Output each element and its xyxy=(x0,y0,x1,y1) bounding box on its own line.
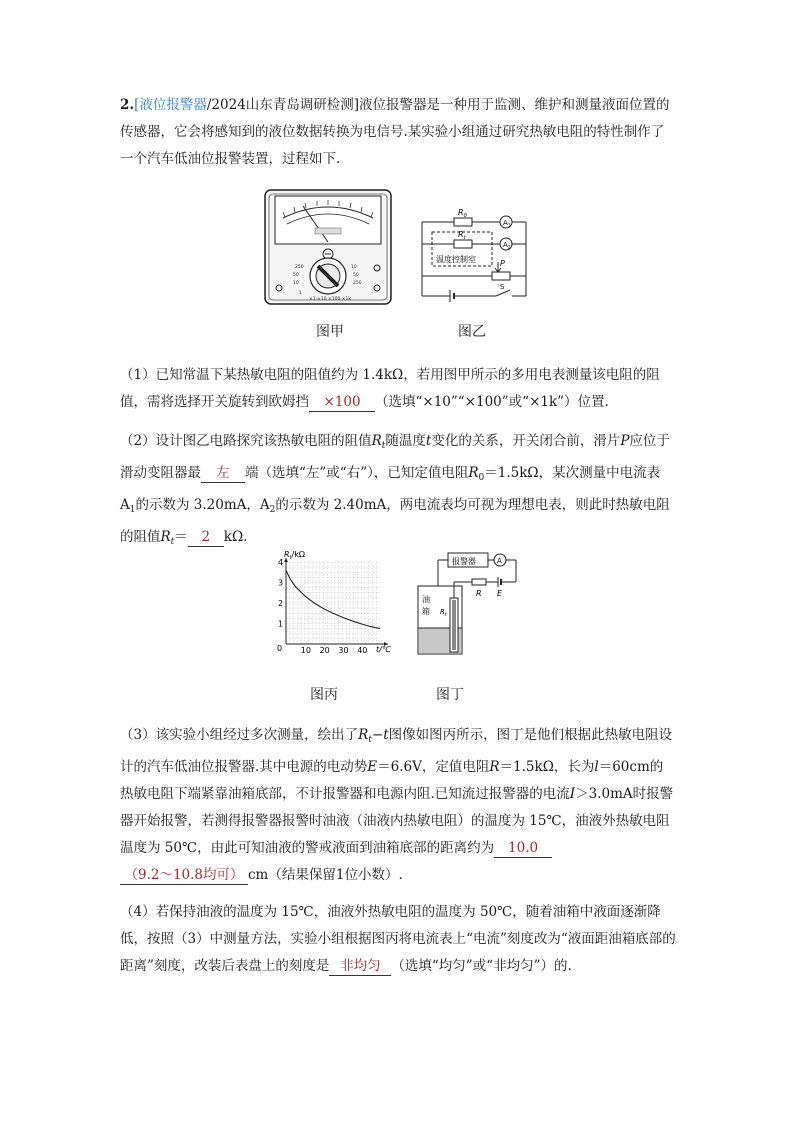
tag-bracket: [ xyxy=(134,97,140,113)
q3-answer-range: （9.2～10.8均可） xyxy=(120,866,248,885)
chart-xlabel: t/℃ xyxy=(376,645,391,654)
chart-y-tick-label: 2 xyxy=(278,599,284,608)
q2-var-rt-sub: t xyxy=(381,441,386,451)
question-intro-text: 液位报警器是一种用于监测、维护和测量液面位置的传感器，它会将感知到的液位数据转换为电信号.某实验小组通过研究热敏电阻的特性制作了一个汽车低油位报警装置，过程如下. xyxy=(120,97,670,167)
label-a1: $A_1$ xyxy=(503,219,511,229)
figure-jia-multimeter xyxy=(263,188,393,306)
q3-text-1: （3）该实验小组经过多次测量，绘出了 xyxy=(120,727,359,743)
q3-var-l: l xyxy=(594,759,599,775)
sub-question-3 xyxy=(120,722,676,889)
figure-bing-chart xyxy=(268,548,398,660)
q4-text-2: （选填“均匀”或“非均匀”）的. xyxy=(391,958,572,974)
label-rt-ding: $R_t$ xyxy=(440,608,447,618)
q3-var-r: R xyxy=(489,759,500,775)
q2-var-r0: R xyxy=(468,465,479,481)
q2-var-rt2: R xyxy=(160,529,171,545)
chart-y-tick-label: 3 xyxy=(278,578,284,588)
sub-question-2 xyxy=(120,428,676,556)
topic-tag-link[interactable]: 液位报警器 xyxy=(139,97,207,113)
chart-y-tick-label: 4 xyxy=(278,558,284,567)
chart-ylabel: $R_t/k\Omega$ xyxy=(284,550,305,561)
figure-ding-tank-alarm xyxy=(414,550,524,660)
label-s: S xyxy=(500,283,505,291)
q2-text-8: 的示数为 2.40mA，两电流表均可视为理想电表，则此时热敏电阻的阻值 xyxy=(120,497,670,545)
q2-text-1: （2）设计图乙电路探究该热敏电阻的阻值 xyxy=(120,433,372,449)
q2-var-t: t xyxy=(425,433,432,449)
caption-jia: 图甲 xyxy=(316,324,344,340)
q2-answer-1: 左 xyxy=(201,464,245,483)
label-tank-2: 箱 xyxy=(422,607,430,616)
q2-text-9: ＝ xyxy=(174,529,188,545)
label-p: P xyxy=(500,259,505,268)
q2-a2-sub: 2 xyxy=(269,505,276,515)
label-ammeter: A xyxy=(497,557,502,565)
svg-text:1: 1 xyxy=(299,291,302,296)
q2-text-7: 的示数为 3.20mA，A xyxy=(135,497,270,513)
figure-yi-circuit xyxy=(410,200,540,302)
label-rt: $R_t$ xyxy=(458,230,466,241)
chart-x-tick-label: 30 xyxy=(338,646,349,655)
q2-text-3: 变化的关系，开关闭合前，滑片 xyxy=(431,433,621,449)
q3-text-8: cm（结果保留1位小数）. xyxy=(248,867,403,883)
q3-text-2: − xyxy=(371,727,384,743)
q3-var-i: I xyxy=(569,786,576,802)
chart-x-tick-label: 40 xyxy=(357,646,368,655)
chart-series-line xyxy=(286,570,380,628)
chart-grid xyxy=(286,562,380,644)
q1-text-2: （选填“×10”“×100”或“×1k”）位置. xyxy=(375,394,609,410)
q2-answer-2: 2 xyxy=(188,528,224,547)
chart-ticks xyxy=(278,558,367,655)
q3-text-7: ＞3.0mA时报警器开始报警，若测得报警器报警时油液（油液内热敏电阻）的温度为 15℃，油液外热敏电阻温度为 50℃，由此可知油液的警戒液面到油箱底部的距离约为 xyxy=(120,786,674,856)
chart-y-tick-label: 1 xyxy=(278,619,284,629)
q3-text-4: ＝6.6V，定值电阻 xyxy=(377,759,490,775)
label-alarm: 报警器 xyxy=(452,557,476,566)
q2-var-r0-sub: 0 xyxy=(478,473,485,483)
q4-text-1: （4）若保持油液的温度为 15℃，油液外热敏电阻的温度为 50℃，随着油箱中液面逐渐降低，按照（3）中测量方法，实验小组根据图丙将电流表上“电流”刻度改为“液面距油箱底部的距离”刻度，改装后表盘上的刻度是 xyxy=(120,904,676,974)
q2-var-rt2-sub: t xyxy=(170,537,175,547)
q3-var-t: t xyxy=(383,727,389,743)
label-tank-1: 油 xyxy=(422,595,430,604)
q4-answer: 非均匀 xyxy=(329,957,391,976)
caption-yi: 图乙 xyxy=(458,324,486,340)
q2-a1-sub: 1 xyxy=(129,505,136,515)
q3-var-rt: R xyxy=(358,727,369,743)
q2-var-p: P xyxy=(620,433,630,449)
sub-question-4 xyxy=(120,899,676,980)
q2-text-5: 端（选填“左”或“右”），已知定值电阻 xyxy=(245,465,469,481)
sub-question-1 xyxy=(120,362,676,416)
q3-text-6: ＝60cm的热敏电阻下端紧靠油箱底部，不计报警器和电源内阻.已知流过报警器的电流 xyxy=(120,759,664,802)
question-source: /2024山东青岛调研检测] xyxy=(206,97,360,113)
svg-text:10: 10 xyxy=(293,281,299,286)
svg-text:50: 50 xyxy=(293,273,299,278)
q3-var-rt-sub: t xyxy=(368,735,372,745)
svg-text:50: 50 xyxy=(353,273,359,278)
caption-ding: 图丁 xyxy=(436,687,464,703)
q3-answer-main: 10.0 xyxy=(508,840,539,856)
label-e: E xyxy=(497,589,503,598)
q1-answer: ×100 xyxy=(309,393,375,412)
question-number: 2. xyxy=(120,97,135,113)
q1-text-1: （1）已知常温下某热敏电阻的阻值约为 1.4kΩ，若用图甲所示的多用电表测量该电阻的阻值，需将选择开关旋转到欧姆挡 xyxy=(120,367,660,410)
q2-text-6: ＝1.5kΩ，某次测量中电流表 A xyxy=(120,465,661,513)
q2-text-4: 应位于滑动变阻器最 xyxy=(120,433,670,481)
chart-origin: 0 xyxy=(277,644,283,653)
svg-text:250: 250 xyxy=(353,281,362,286)
label-a2: $A_2$ xyxy=(503,241,511,251)
chart-x-tick-label: 20 xyxy=(319,646,330,655)
label-r: R xyxy=(476,589,482,598)
q3-var-e: E xyxy=(367,759,378,775)
q3-text-3: 图像如图丙所示，图丁是他们根据此热敏电阻设计的汽车低油位报警器.其中电源的电动势 xyxy=(120,727,673,775)
q3-answer xyxy=(494,839,552,858)
label-temp-room: 温度控制室 xyxy=(436,255,476,264)
svg-text:10: 10 xyxy=(351,265,357,270)
q2-text-2: 随温度 xyxy=(385,433,426,449)
label-r0: $R_0$ xyxy=(458,208,467,219)
chart-x-tick-label: 10 xyxy=(300,646,311,655)
caption-bing: 图丙 xyxy=(310,687,338,703)
question-intro xyxy=(120,92,676,173)
q3-text-5: ＝1.5kΩ，长为 xyxy=(499,759,595,775)
svg-text:250: 250 xyxy=(295,265,304,270)
q2-var-rt: R xyxy=(371,433,382,449)
q2-text-10: kΩ. xyxy=(223,529,248,545)
svg-text:×1 ×10 ×100 ×1k: ×1 ×10 ×100 ×1k xyxy=(309,297,352,302)
